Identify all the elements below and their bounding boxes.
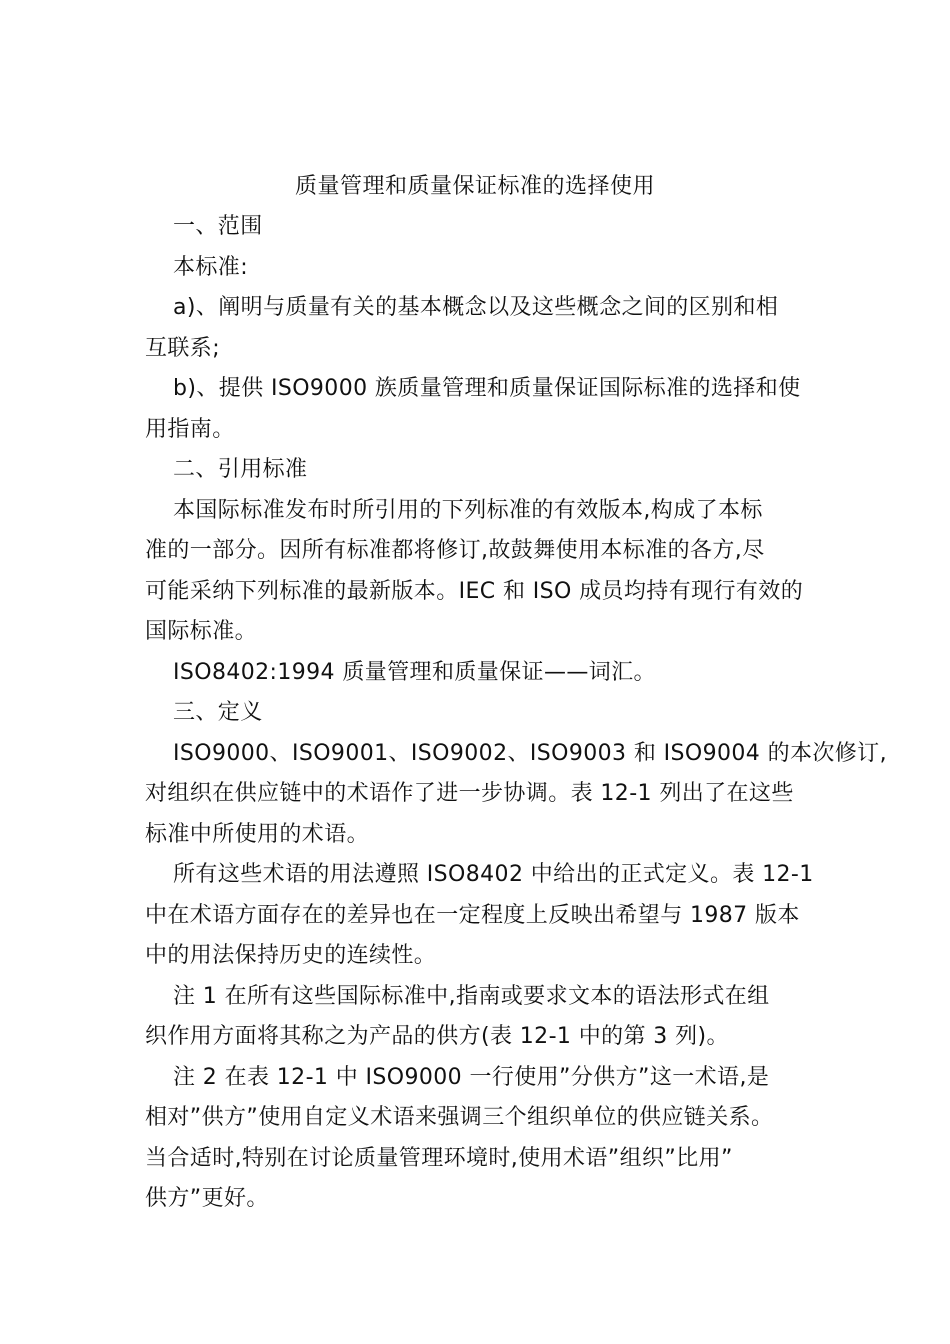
- paragraph-line: 标准中所使用的术语。: [145, 821, 370, 847]
- note-line: 注 1 在所有这些国际标准中,指南或要求文本的语法形式在组: [173, 983, 770, 1009]
- paragraph-line: 可能采纳下列标准的最新版本。IEC 和 ISO 成员均持有现行有效的: [145, 578, 804, 604]
- paragraph-line: 本国际标准发布时所引用的下列标准的有效版本,构成了本标: [173, 497, 763, 523]
- paragraph-line: 中在术语方面存在的差异也在一定程度上反映出希望与 1987 版本: [145, 902, 800, 928]
- section-heading-definitions: 三、定义: [173, 700, 263, 725]
- paragraph-line: 所有这些术语的用法遵照 ISO8402 中给出的正式定义。表 12-1: [173, 862, 814, 887]
- paragraph-line: a)、阐明与质量有关的基本概念以及这些概念之间的区别和相: [173, 295, 779, 320]
- paragraph-line: 互联系;: [145, 335, 221, 361]
- document-body: [145, 207, 887, 1220]
- paragraph-line: ISO8402:1994 质量管理和质量保证——词汇。: [173, 659, 656, 685]
- paragraph-line: ISO9000、ISO9001、ISO9002、ISO9003 和 ISO9004 的本次修订,: [173, 740, 887, 766]
- paragraph-line: 本标准:: [173, 254, 249, 280]
- note-line: 注 2 在表 12-1 中 ISO9000 一行使用”分供方”这一术语,是: [173, 1064, 770, 1090]
- paragraph-line: 国际标准。: [145, 619, 258, 644]
- paragraph-line: 对组织在供应链中的术语作了进一步协调。表 12-1 列出了在这些: [145, 781, 794, 806]
- paragraph-line: 用指南。: [145, 416, 235, 442]
- note-line: 当合适时,特别在讨论质量管理环境时,使用术语”组织”比用”: [145, 1145, 733, 1171]
- paragraph-line: 准的一部分。因所有标准都将修订,故鼓舞使用本标准的各方,尽: [145, 538, 765, 563]
- paragraph-line: 中的用法保持历史的连续性。: [145, 943, 437, 968]
- paragraph-line: b)、提供 ISO9000 族质量管理和质量保证国际标准的选择和使: [173, 376, 801, 401]
- note-line: 相对”供方”使用自定义术语来强调三个组织单位的供应链关系。: [145, 1105, 774, 1130]
- section-heading-references: 二、引用标准: [173, 457, 308, 482]
- note-line: 织作用方面将其称之为产品的供方(表 12-1 中的第 3 列)。: [145, 1024, 729, 1049]
- document-title: 质量管理和质量保证标准的选择使用: [294, 174, 655, 199]
- section-heading-scope: 一、范围: [173, 214, 263, 239]
- note-line: 供方”更好。: [145, 1186, 269, 1211]
